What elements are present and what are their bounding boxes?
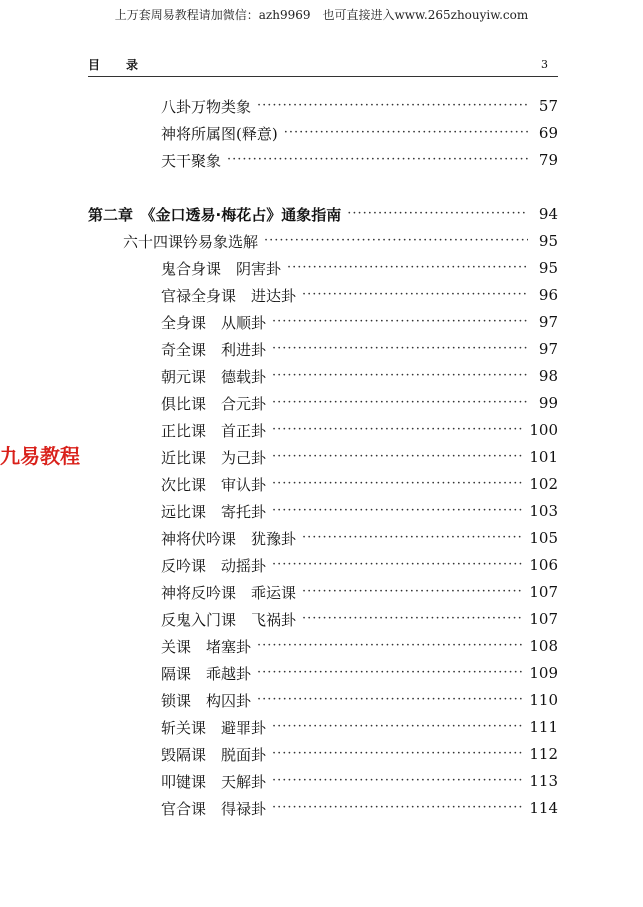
toc-entry	[161, 688, 558, 712]
toc-leader-dots	[257, 634, 523, 658]
toc-leader-dots	[272, 310, 528, 334]
toc-entry-page: 97	[538, 340, 558, 358]
toc-leader-dots	[302, 607, 523, 631]
toc-entry-title: 鬼合身课 阴害卦	[161, 259, 282, 278]
toc-entry-title: 斩关课 避罪卦	[161, 718, 267, 737]
toc-entry	[161, 256, 558, 280]
toc-entry-title: 锁课 构囚卦	[161, 691, 252, 710]
toc-entry	[161, 364, 558, 388]
toc-leader-dots	[227, 148, 528, 172]
toc-entry-title: 俱比课 合元卦	[161, 394, 267, 413]
page-title: 目录	[88, 58, 165, 72]
toc-entry-title: 次比课 审认卦	[161, 475, 267, 494]
toc-entry-page: 112	[529, 745, 558, 763]
toc-entry	[161, 607, 558, 631]
toc-entry	[161, 148, 558, 172]
page-number: 3	[541, 58, 548, 71]
toc-leader-dots	[272, 337, 528, 361]
toc-entry-title: 近比课 为己卦	[161, 448, 267, 467]
toc-entry-title: 八卦万物类象	[161, 97, 252, 116]
toc-entry-title: 奇全课 利进卦	[161, 340, 267, 359]
toc-leader-dots	[272, 472, 523, 496]
toc-entry-page: 107	[529, 610, 558, 628]
toc-entry	[161, 121, 558, 145]
toc-leader-dots	[272, 445, 523, 469]
toc-entry-title: 天干聚象	[161, 151, 222, 170]
toc-entry-page: 95	[538, 232, 558, 250]
toc-entry	[161, 445, 558, 469]
toc-entry-title: 叩键课 天解卦	[161, 772, 267, 791]
toc-entry-page: 108	[529, 637, 558, 655]
toc-leader-dots	[272, 391, 528, 415]
toc-entry-title: 隔课 乖越卦	[161, 664, 252, 683]
toc-entry	[161, 94, 558, 118]
toc-entry-title: 正比课 首正卦	[161, 421, 267, 440]
toc-entry-title: 神将伏吟课 犹豫卦	[161, 529, 297, 548]
toc-leader-dots	[272, 418, 523, 442]
toc-entry	[161, 283, 558, 307]
toc-entry-title: 官禄全身课 进达卦	[161, 286, 297, 305]
toc-entry-page: 107	[529, 583, 558, 601]
toc-entry-page: 106	[529, 556, 558, 574]
toc-entry	[161, 418, 558, 442]
toc-entry-title: 全身课 从顺卦	[161, 313, 267, 332]
toc-entry-page: 102	[529, 475, 558, 493]
toc-entry-page: 95	[538, 259, 558, 277]
toc-entry-page: 105	[529, 529, 558, 547]
toc-entry-page: 113	[529, 772, 558, 790]
toc-entry-page: 94	[538, 205, 558, 223]
toc-entry	[161, 742, 558, 766]
toc-leader-dots	[302, 580, 523, 604]
toc-entry-page: 79	[538, 151, 558, 169]
toc-entry-title: 反吟课 动摇卦	[161, 556, 267, 575]
toc-entry-page: 99	[538, 394, 558, 412]
toc-entry-page: 57	[538, 97, 558, 115]
toc-entry-page: 97	[538, 313, 558, 331]
toc-entry-page: 98	[538, 367, 558, 385]
toc-leader-dots	[272, 553, 523, 577]
toc-entry-title: 第二章 《金口透易·梅花占》通象指南	[88, 205, 342, 224]
toc-entry-title: 神将反吟课 乖运课	[161, 583, 297, 602]
toc-entry	[161, 796, 558, 820]
toc-entry-title: 神将所属图(释意)	[161, 124, 278, 143]
toc-leader-dots	[302, 526, 523, 550]
toc-entry-page: 69	[538, 124, 558, 142]
toc-leader-dots	[272, 715, 523, 739]
toc-leader-dots	[302, 283, 528, 307]
toc-entry	[161, 391, 558, 415]
toc-entry-title: 关课 堵塞卦	[161, 637, 252, 656]
toc-entry-title: 远比课 寄托卦	[161, 502, 267, 521]
toc-entry-page: 103	[529, 502, 558, 520]
toc-entry	[161, 472, 558, 496]
toc-entry-page: 101	[529, 448, 558, 466]
toc-leader-dots	[257, 688, 523, 712]
toc-entry	[161, 310, 558, 334]
toc-leader-dots	[272, 796, 523, 820]
toc-entry-page: 110	[529, 691, 558, 709]
toc-entry	[161, 499, 558, 523]
toc-entry-page: 114	[529, 799, 558, 817]
page-header	[88, 54, 558, 77]
toc-entry	[161, 715, 558, 739]
toc-chapter	[88, 202, 558, 226]
toc-entry	[161, 769, 558, 793]
toc-leader-dots	[272, 742, 523, 766]
toc-leader-dots	[272, 499, 523, 523]
toc-entry-title: 六十四课钤易象选解	[123, 232, 259, 251]
toc-entry	[161, 580, 558, 604]
toc-entry	[161, 337, 558, 361]
toc-leader-dots	[272, 364, 528, 388]
toc-entry-title: 毁隔课 脱面卦	[161, 745, 267, 764]
toc-entry	[161, 526, 558, 550]
toc-entry-title: 朝元课 德载卦	[161, 367, 267, 386]
toc-entry	[161, 661, 558, 685]
toc-leader-dots	[284, 121, 528, 145]
toc-leader-dots	[264, 229, 528, 253]
toc-leader-dots	[287, 256, 528, 280]
toc-entry-page: 109	[529, 664, 558, 682]
toc-entry-page: 96	[538, 286, 558, 304]
toc-entry-title: 官合课 得禄卦	[161, 799, 267, 818]
watermark-banner: 上万套周易教程请加微信：azh9969 也可直接进入www.265zhouyiw.com	[114, 8, 529, 22]
toc-leader-dots	[257, 661, 523, 685]
toc-leader-dots	[272, 769, 523, 793]
side-watermark: 九易教程	[0, 444, 80, 468]
toc-entry-page: 100	[529, 421, 558, 439]
toc-entry-title: 反鬼入门课 飞祸卦	[161, 610, 297, 629]
toc-entry-page: 111	[529, 718, 558, 736]
toc-leader-dots	[347, 202, 528, 226]
toc-leader-dots	[257, 94, 528, 118]
toc-entry	[161, 634, 558, 658]
toc-section	[123, 229, 558, 253]
toc-entry	[161, 553, 558, 577]
